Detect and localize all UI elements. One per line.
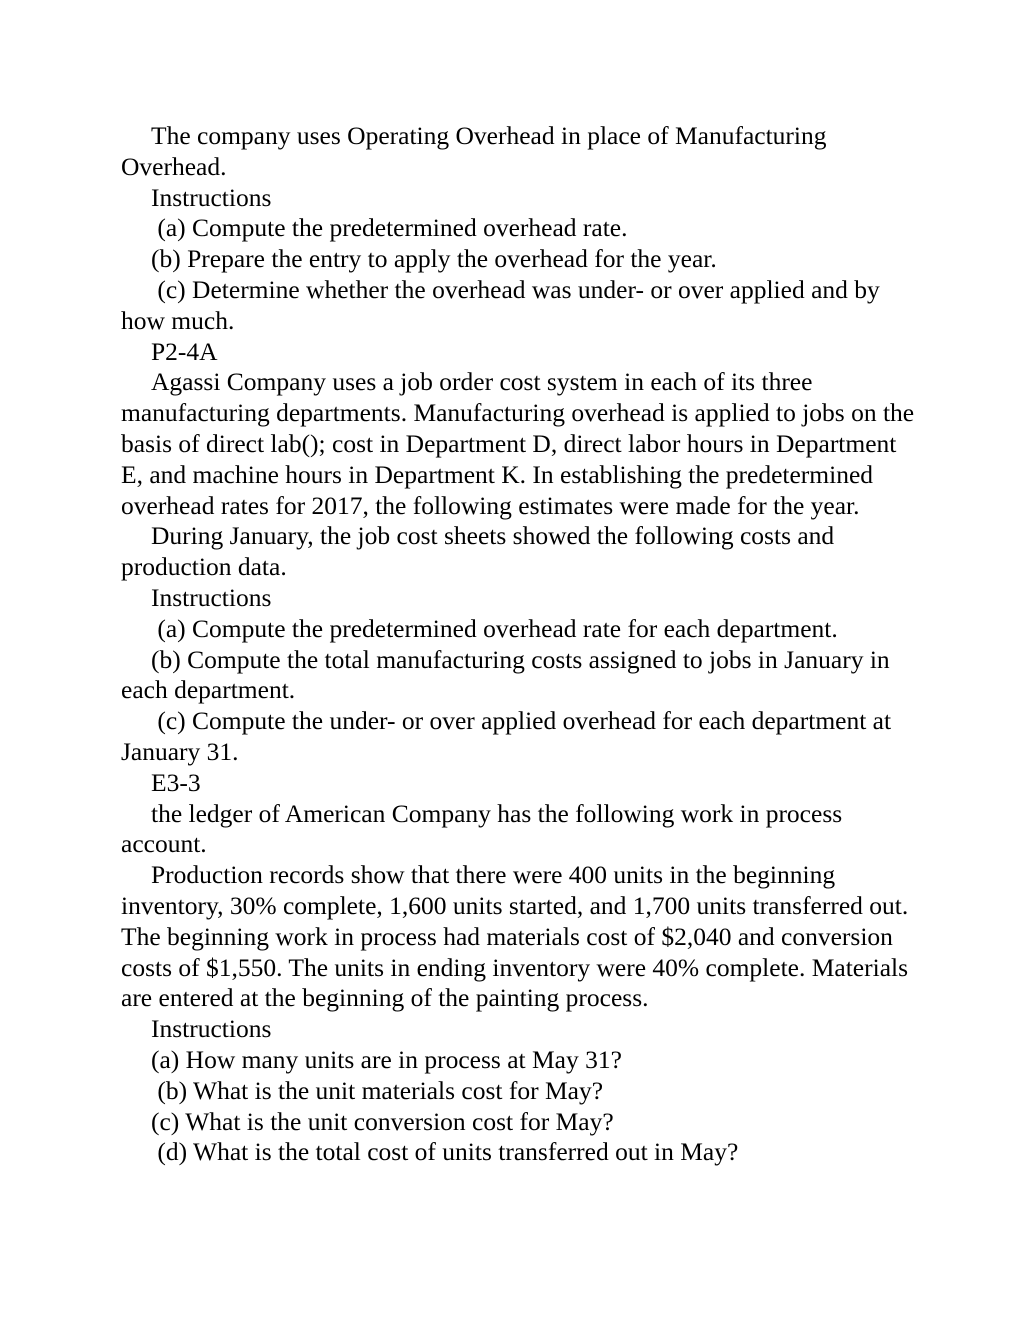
heading-instructions-2: Instructions [151,582,272,612]
paragraph-production-records: Production records show that there were 400 units in the beginning inventory, 30% complete, 1,600 units started, and 1,700 units transferred out. The beginning work in process had materials cost of $2,040 and conversion costs of $1,550. The units in ending inventory were 40% complete. Materials are entered at the beginning of the painting process. [121,860,915,1013]
instruction-1c: (c) Determine whether the overhead was under- or over applied and by how much. [121,274,887,335]
paragraph-agassi-company: Agassi Company uses a job order cost system in each of its three manufacturing departments. Manufacturing overhead is applied to jobs on the basis of direct lab(); cost in Department D, direct labor hours in Department E, and machine hours in Department K. In establishing the predetermined overhead rates for 2017, the following estimates were made for the year. [121,367,921,520]
instruction-3b: (b) What is the unit materials cost for May? [151,1075,604,1105]
instruction-3d: (d) What is the total cost of units transferred out in May? [151,1137,739,1167]
instruction-2b: (b) Compute the total manufacturing costs assigned to jobs in January in each department. [121,644,897,705]
problem-id-e3-3: E3-3 [151,767,201,797]
instruction-2a: (a) Compute the predetermined overhead rate for each department. [151,613,838,643]
paragraph-january-data: During January, the job cost sheets showed the following costs and production data. [121,521,841,582]
heading-instructions-3: Instructions [151,1014,272,1044]
instruction-2c: (c) Compute the under- or over applied overhead for each department at January 31. [121,706,898,766]
instruction-3c: (c) What is the unit conversion cost for May? [151,1106,614,1136]
instruction-1a: (a) Compute the predetermined overhead rate. [151,213,628,243]
instruction-3a: (a) How many units are in process at May 31? [151,1044,622,1074]
paragraph-american-company: the ledger of American Company has the following work in process account. [121,798,849,859]
problem-id-p2-4a: P2-4A [151,336,218,366]
instruction-1b: (b) Prepare the entry to apply the overhead for the year. [151,244,717,274]
document-page [121,121,921,1168]
heading-instructions-1: Instructions [151,182,272,212]
paragraph-overhead-note: The company uses Operating Overhead in place of Manufacturing Overhead. [121,121,833,181]
